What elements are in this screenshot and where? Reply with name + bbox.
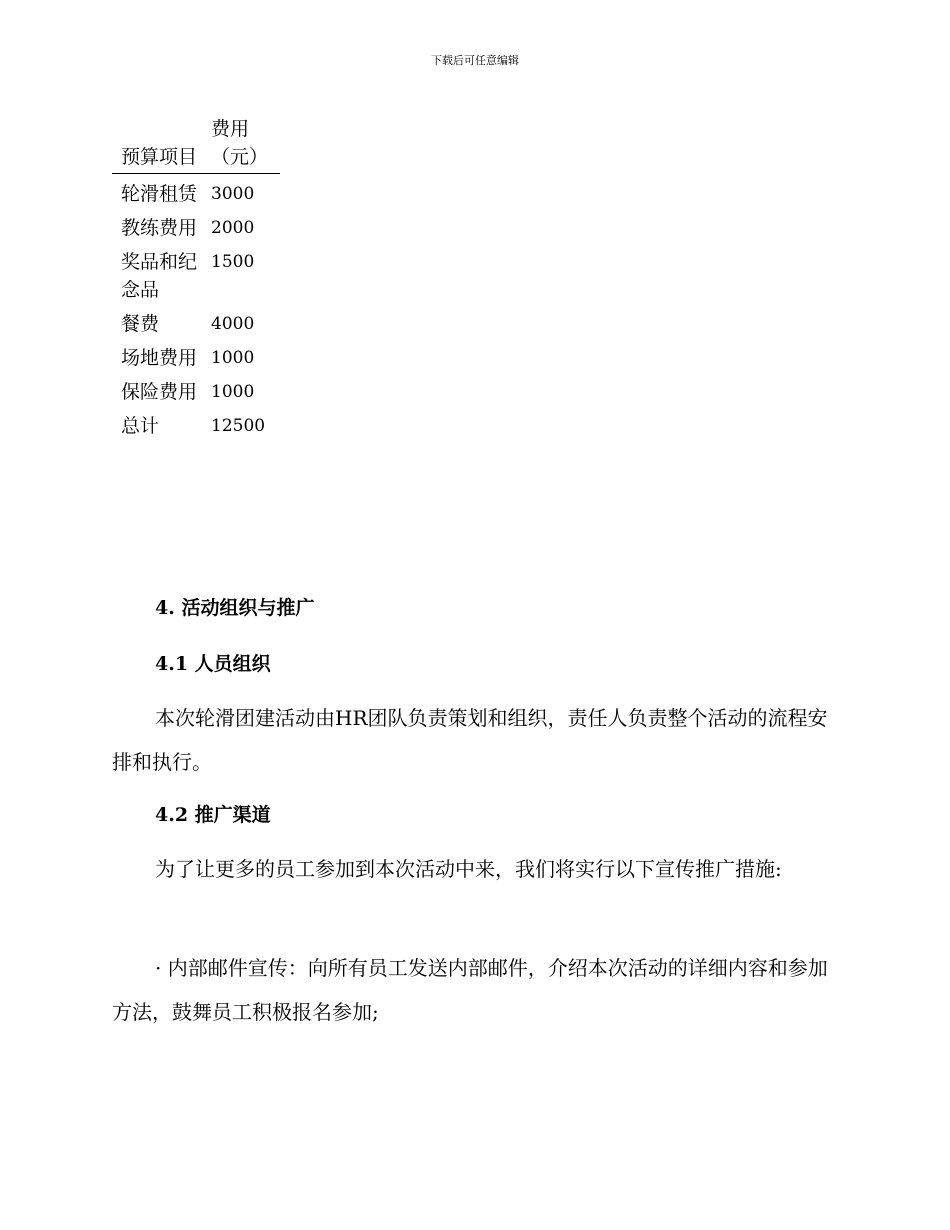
page-header: 下载后可任意编辑 (431, 54, 519, 67)
row-cost: 3000 (211, 184, 255, 204)
row-item: 轮滑租赁 (121, 183, 198, 205)
paragraph: 为了让更多的员工参加到本次活动中来，我们将实行以下宣传推广措施: (155, 857, 782, 881)
row-cost: 1000 (211, 382, 255, 402)
table-row (112, 306, 280, 340)
table-row (112, 174, 280, 211)
budget-table (112, 115, 280, 442)
row-item: 场地费用 (121, 347, 198, 369)
row-cost: 1500 (211, 252, 255, 272)
row-item: 餐费 (121, 313, 160, 335)
row-cost: 1000 (211, 348, 255, 368)
column-header-cost: 费用（元） (201, 115, 280, 174)
row-item: 教练费用 (121, 217, 198, 239)
row-cost: 2000 (211, 218, 255, 238)
bullet-paragraph: · 内部邮件宣传：向所有员工发送内部邮件，介绍本次活动的详细内容和参加方法，鼓舞员工积极报名参加; (112, 956, 828, 1024)
table-row (112, 340, 280, 374)
row-cost: 4000 (211, 314, 255, 334)
row-item: 奖品和纪念品 (121, 251, 198, 301)
subsection-heading: 4.1 人员组织 (155, 653, 271, 675)
table-row (112, 374, 280, 408)
table-row-total (112, 408, 280, 442)
table-row (112, 210, 280, 244)
section-heading: 4. 活动组织与推广 (155, 597, 315, 619)
row-item: 总计 (121, 415, 160, 437)
row-cost: 12500 (211, 416, 266, 436)
paragraph: 本次轮滑团建活动由HR团队负责策划和组织，责任人负责整个活动的流程安排和执行。 (112, 706, 828, 774)
row-item: 保险费用 (121, 381, 198, 403)
subsection-heading: 4.2 推广渠道 (155, 804, 271, 826)
table-row (112, 244, 280, 306)
table-header-row (112, 115, 280, 174)
column-header-item: 预算项目 (112, 115, 201, 174)
